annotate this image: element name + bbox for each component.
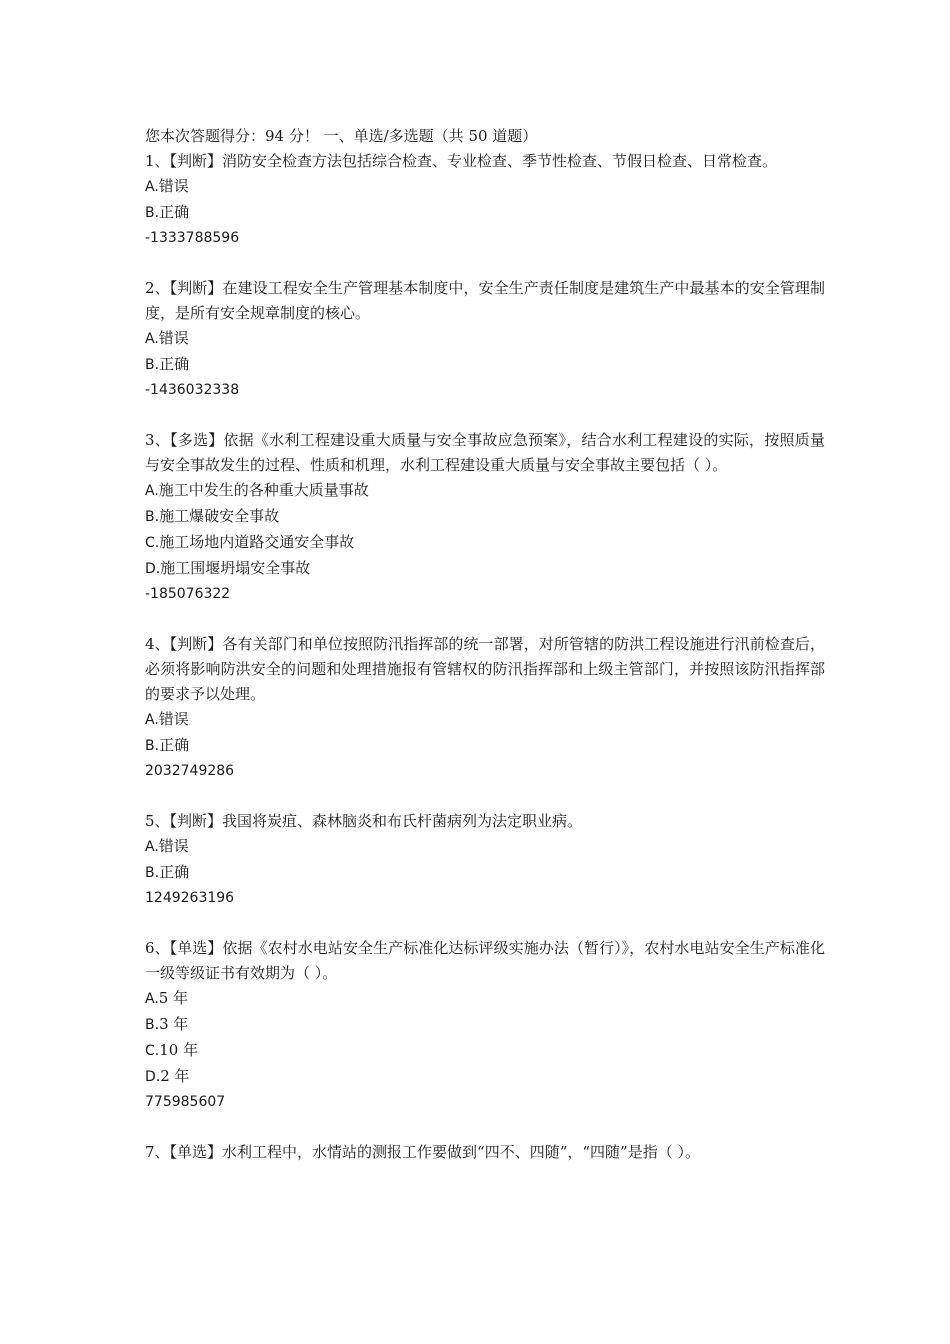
option-text: 10 年 [159,1041,199,1059]
option-text: 3 年 [159,1015,189,1033]
option-letter: B. [145,357,160,373]
question-code: 775985607 [145,1094,226,1110]
question-item-6 [145,936,825,1115]
question-item-1 [145,149,825,251]
question-code: -185076322 [145,586,231,602]
question-stem: 1、【判断】消防安全检查方法包括综合检查、专业检查、季节性检查、节假日检查、日常检查。 [145,152,778,170]
option-a [145,174,825,200]
option-letter: C. [145,535,160,551]
option-a [145,707,825,733]
option-letter: A. [145,179,159,195]
option-a [145,986,825,1012]
option-text: 2 年 [160,1067,190,1085]
option-letter: A. [145,483,159,499]
question-code: -1333788596 [145,230,240,246]
option-text: 5 年 [158,989,189,1007]
option-letter: A. [145,839,159,855]
question-code: 1249263196 [145,890,235,906]
question-item-4 [145,632,825,784]
question-code: 2032749286 [145,763,235,779]
option-b [145,860,825,886]
option-c [145,530,825,556]
question-stem: 3、【多选】依据《水利工程建设重大质量与安全事故应急预案》，结合水利工程建设的实际，按照质量与安全事故发生的过程、性质和机理，水利工程建设重大质量与安全事故主要包括（ ）。 [145,431,825,474]
question-code: -1436032338 [145,382,240,398]
score-summary: 您本次答题得分：94 分！ 一、单选/多选题（共 50 道题） [145,127,538,145]
option-letter: C. [145,1043,160,1059]
question-item-3 [145,428,825,607]
question-item-2 [145,276,825,403]
option-letter: D. [145,1069,161,1085]
option-b [145,733,825,759]
option-c [145,1038,825,1064]
question-stem: 2、【判断】在建设工程安全生产管理基本制度中，安全生产责任制度是建筑生产中最基本的安全管理制度，是所有安全规章制度的核心。 [145,279,825,322]
option-text: 施工围堰坍塌安全事故 [160,559,311,577]
option-text: 施工场地内道路交通安全事故 [159,533,355,551]
option-text: 正确 [159,736,190,754]
option-letter: A. [145,331,159,347]
option-a [145,478,825,504]
option-b [145,200,825,226]
option-text: 正确 [159,203,190,221]
option-a [145,834,825,860]
option-letter: B. [145,865,160,881]
option-text: 施工中发生的各种重大质量事故 [158,481,369,499]
option-text: 施工爆破安全事故 [159,507,280,525]
option-letter: B. [145,1017,160,1033]
option-a [145,326,825,352]
option-text: 错误 [158,710,189,728]
option-b [145,1012,825,1038]
option-letter: A. [145,991,159,1007]
option-b [145,504,825,530]
question-item-7 [145,1140,825,1165]
question-item-5 [145,809,825,911]
question-stem: 5、【判断】我国将炭疽、森林脑炎和布氏杆菌病列为法定职业病。 [145,812,583,830]
option-b [145,352,825,378]
option-d [145,556,825,582]
question-stem: 4、【判断】各有关部门和单位按照防汛指挥部的统一部署，对所管辖的防洪工程设施进行汛前检查后，必须将影响防洪安全的问题和处理措施报有管辖权的防汛指挥部和上级主管部门，并按照该防汛指挥部的要求予以处理。 [145,635,825,703]
option-text: 错误 [158,837,189,855]
option-d [145,1064,825,1090]
option-text: 正确 [159,863,190,881]
question-stem: 7、【单选】水利工程中，水情站的测报工作要做到“四不、四随”，“四随”是指（ ）。 [145,1143,700,1161]
question-stem: 6、【单选】依据《农村水电站安全生产标准化达标评级实施办法（暂行）》，农村水电站安全生产标准化一级等级证书有效期为（ ）。 [145,939,825,982]
exam-content [145,124,825,1190]
option-letter: D. [145,561,161,577]
option-letter: B. [145,738,160,754]
option-text: 正确 [159,355,190,373]
option-letter: B. [145,205,160,221]
option-text: 错误 [158,177,189,195]
option-letter: A. [145,712,159,728]
option-letter: B. [145,509,160,525]
option-text: 错误 [158,329,189,347]
